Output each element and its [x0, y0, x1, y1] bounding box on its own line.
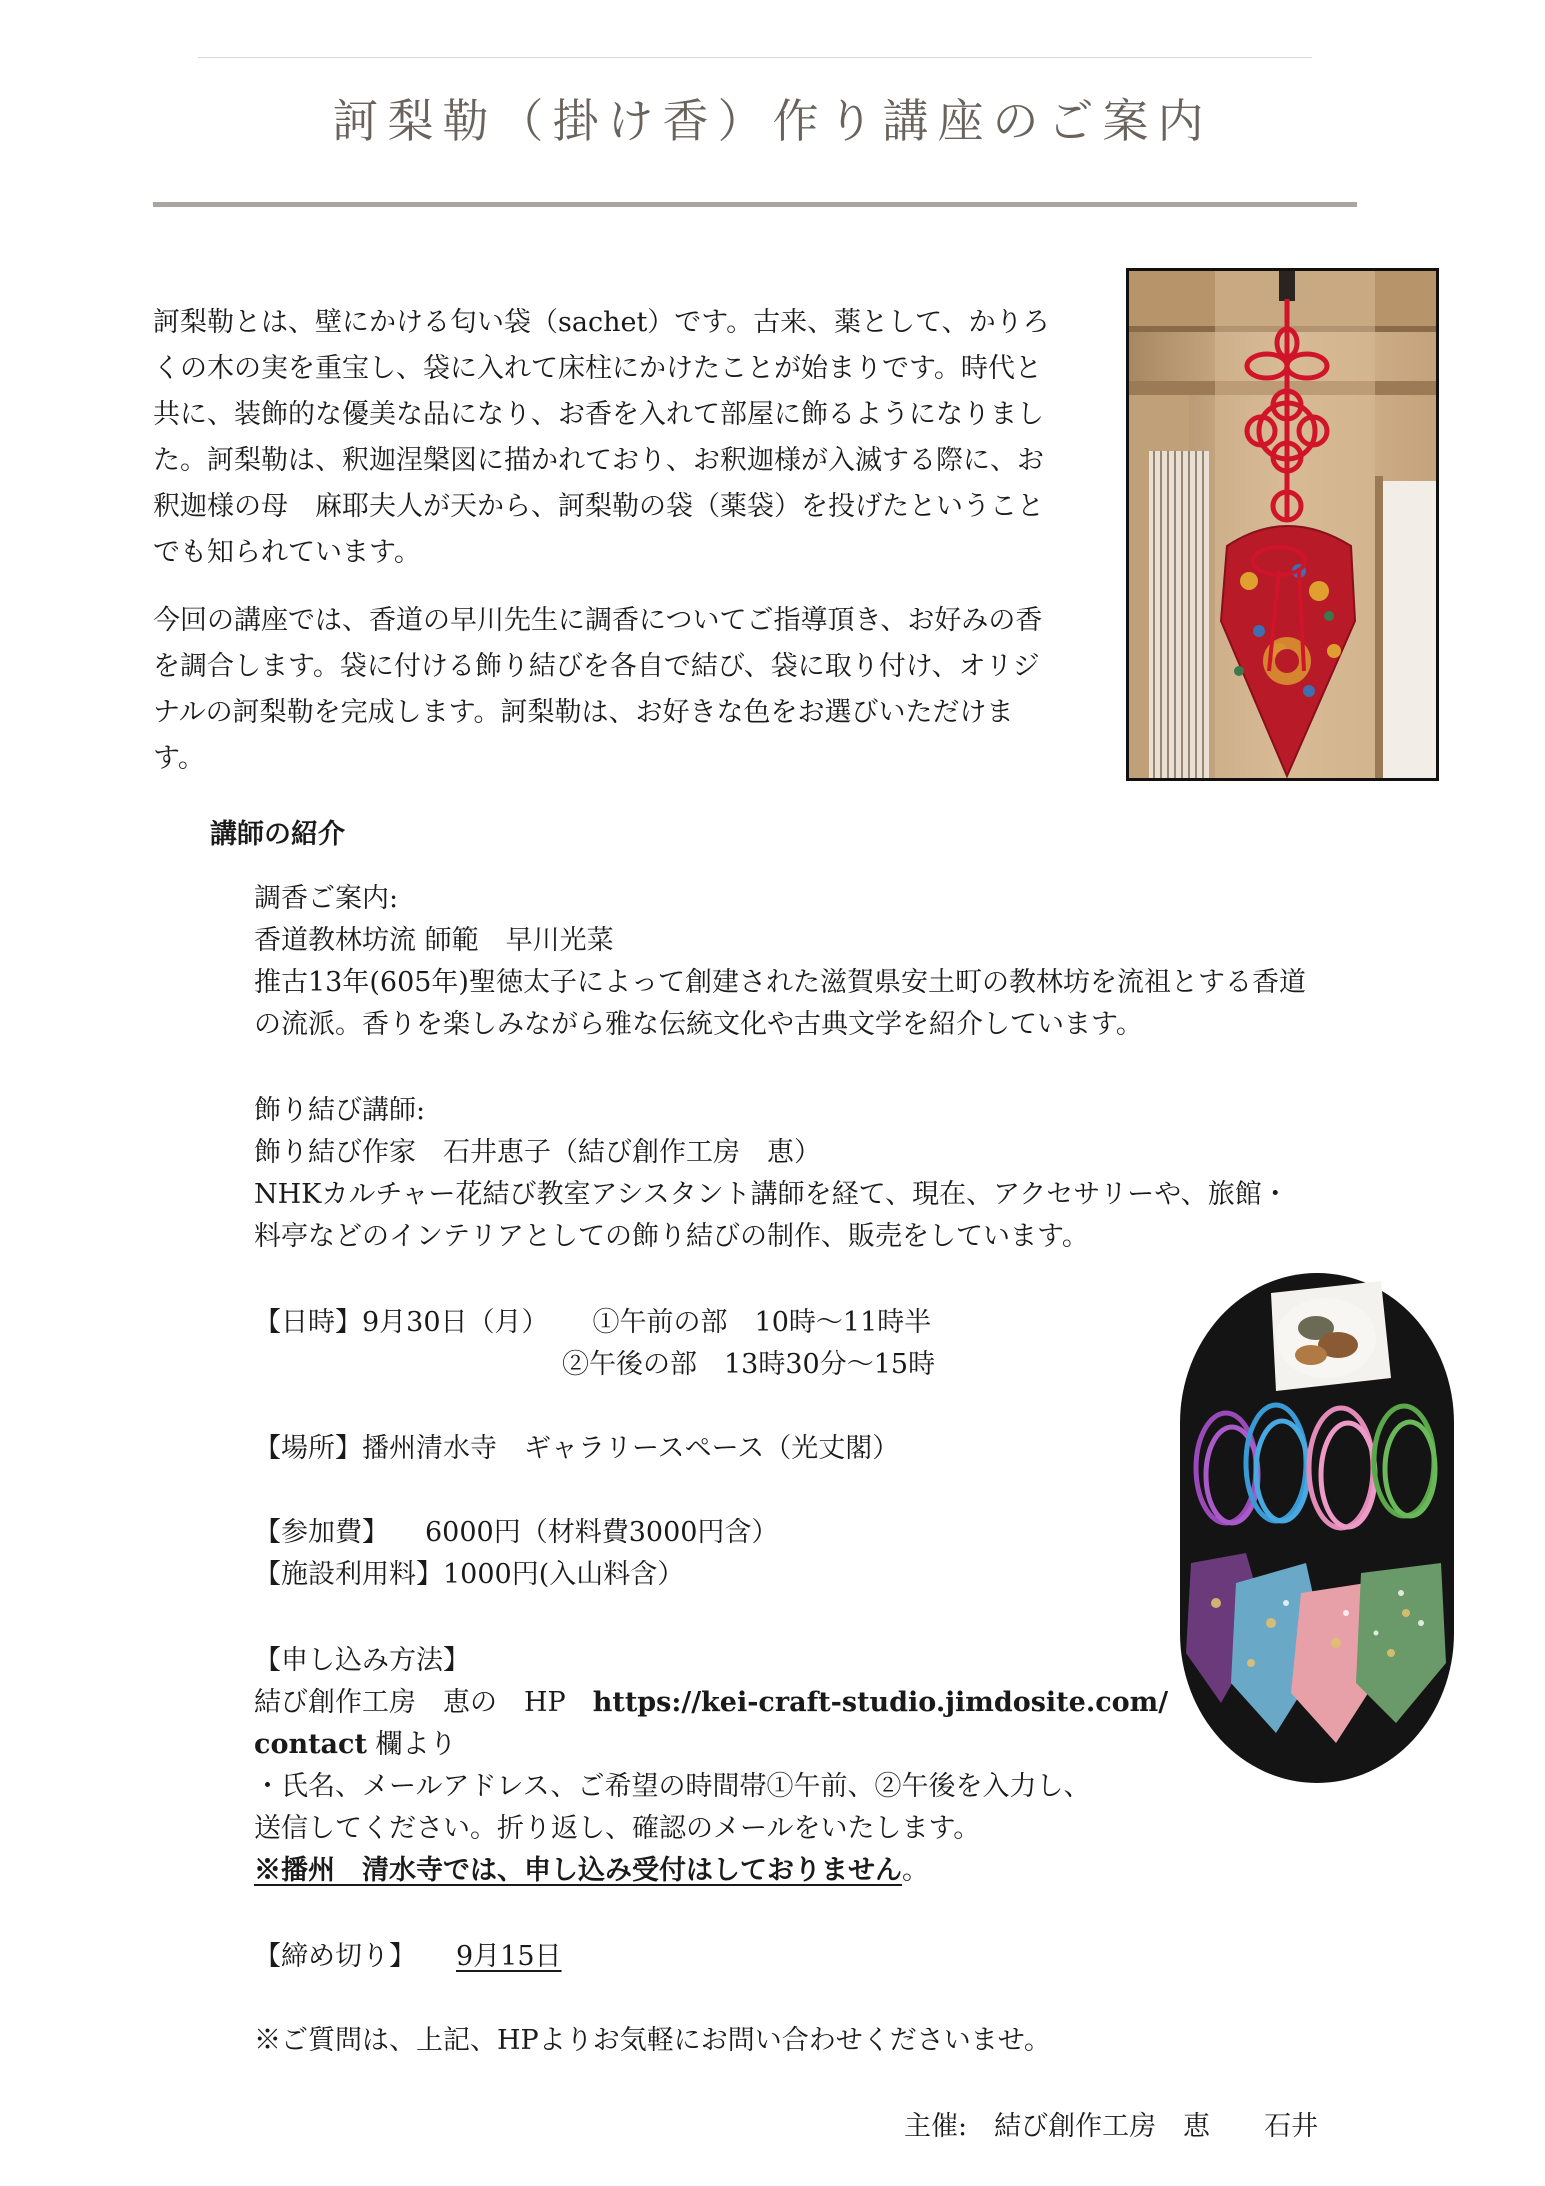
instructors-heading: 講師の紹介: [210, 819, 345, 850]
instructor2-block: [254, 1090, 1289, 1258]
contact-rest: 欄より: [366, 1729, 457, 1760]
intro-line: た。訶梨勒は、釈迦涅槃図に描かれており、お釈迦様が入滅する際に、お: [153, 445, 1044, 476]
fee-label: 【参加費】: [254, 1517, 389, 1548]
instructor1-desc: の流派。香りを楽しみながら雅な伝統文化や古典文学を紹介しています。: [254, 1009, 1143, 1040]
deadline-label: 【締め切り】: [254, 1941, 416, 1972]
instructor1-name: 香道教林坊流 師範 早川光菜: [254, 925, 614, 956]
instructor2-desc: NHKカルチャー花結び教室アシスタント講師を経て、現在、アクセサリーや、旅館・: [254, 1179, 1289, 1210]
intro-paragraph: [153, 300, 1093, 576]
course-line: 今回の講座では、香道の早川先生に調香についてご指導頂き、お好みの香: [153, 605, 1043, 636]
course-line: を調合します。袋に付ける飾り結びを各自で結び、袋に取り付け、オリジ: [153, 651, 1040, 682]
schedule-session2: ②午後の部 13時30分〜15時: [562, 1349, 936, 1380]
organizer: 主催: 結び創作工房 恵 石井: [904, 2111, 1319, 2142]
apply-notice: ※播州 清水寺では、申し込み受付はしておりません: [254, 1855, 902, 1886]
instructor2-desc: 料亭などのインテリアとしての飾り結びの制作、販売をしています。: [254, 1221, 1089, 1252]
course-line: ナルの訶梨勒を完成します。訶梨勒は、お好きな色をお選びいただけま: [153, 697, 1014, 728]
apply-instruction: ・氏名、メールアドレス、ご希望の時間帯①午前、②午後を入力し、: [254, 1771, 1091, 1802]
apply-notice-end: 。: [902, 1855, 929, 1886]
instructor1-desc: 推古13年(605年)聖徳太子によって創建された滋賀県安土町の教林坊を流祖とする香道: [254, 967, 1306, 998]
fee-value: 6000円（材料費3000円含）: [425, 1517, 779, 1548]
apply-hp-label: 結び創作工房 恵の HP: [254, 1687, 566, 1718]
instructor2-name: 飾り結び作家 石井恵子（結び創作工房 恵）: [254, 1137, 821, 1168]
instructor1-role: 調香ご案内:: [254, 883, 399, 914]
sachet-photo: [1126, 268, 1439, 781]
materials-photo: [1176, 1263, 1458, 1786]
intro-line: 釈迦様の母 麻耶夫人が天から、訶梨勒の袋（薬袋）を投げたということ: [153, 491, 1044, 522]
schedule-block: [254, 1302, 935, 1386]
page-title: 訶梨勒（掛け香）作り講座のご案内: [332, 94, 1213, 148]
instructor1-block: [254, 878, 1306, 1046]
course-line: す。: [153, 743, 205, 774]
intro-line: でも知られています。: [153, 537, 421, 568]
question-line: ※ご質問は、上記、HPよりお気軽にお問い合わせくださいませ。: [254, 2025, 1051, 2056]
apply-url-link[interactable]: https://kei-craft-studio.jimdosite.com/: [592, 1687, 1169, 1718]
top-divider: [198, 57, 1312, 58]
deadline-line: [254, 1936, 562, 1978]
intro-line: 訶梨勒とは、壁にかける匂い袋（sachet）です。古来、薬として、かりろ: [153, 307, 1050, 338]
title-divider: [153, 202, 1357, 207]
schedule-session1: ①午前の部 10時〜11時半: [592, 1307, 932, 1338]
deadline-date: 9月15日: [456, 1941, 562, 1972]
apply-heading: 【申し込み方法】: [254, 1645, 470, 1676]
instructor2-role: 飾り結び講師:: [254, 1095, 426, 1126]
facility-fee: 【施設利用料】1000円(入山料含）: [254, 1559, 685, 1590]
apply-instruction: 送信してください。折り返し、確認のメールをいたします。: [254, 1813, 981, 1844]
intro-line: 共に、装飾的な優美な品になり、お香を入れて部屋に飾るようになりまし: [153, 399, 1044, 430]
apply-block: [254, 1640, 1168, 1892]
fee-block: [254, 1512, 778, 1596]
intro-line: くの木の実を重宝し、袋に入れて床柱にかけたことが始まりです。時代と: [153, 353, 1042, 384]
schedule-label: 【日時】9月30日（月）: [254, 1307, 549, 1338]
place-line: 【場所】播州清水寺 ギャラリースペース（光丈閣）: [254, 1433, 900, 1464]
course-paragraph: [153, 598, 1093, 782]
contact-label: contact: [254, 1729, 367, 1760]
